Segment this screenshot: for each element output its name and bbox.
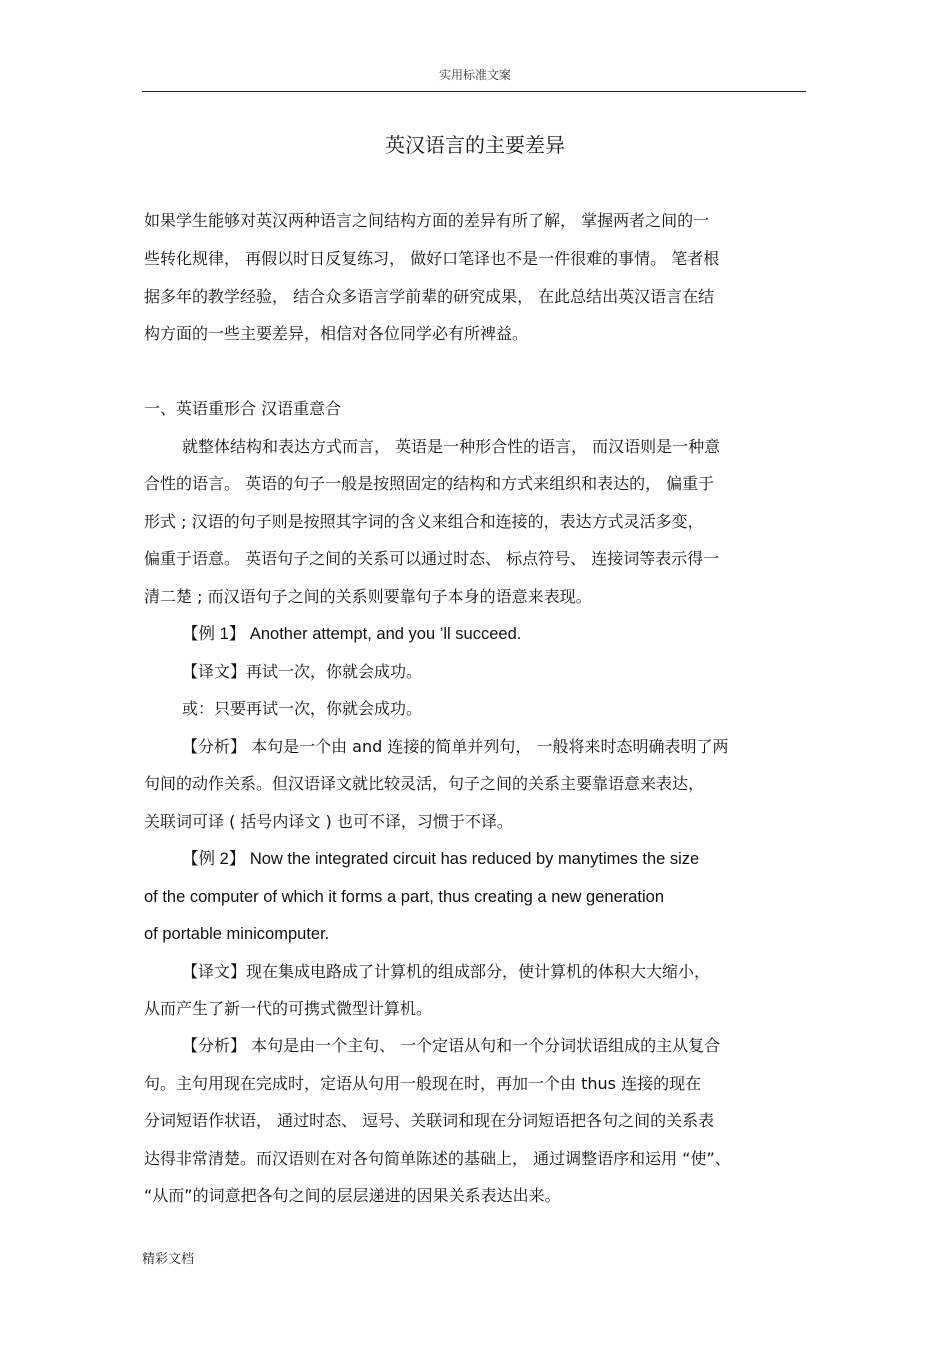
example2-analysis-line: 分词短语作状语， 通过时态、 逗号、关联词和现在分词短语把各句之间的关系表 bbox=[144, 1111, 715, 1130]
section-heading: 一、英语重形合 汉语重意合 bbox=[144, 399, 342, 418]
example1-alt-translation: 或：只要再试一次，你就会成功。 bbox=[182, 699, 423, 718]
section-para-line: 形式 ; 汉语的句子则是按照其字词的含义来组合和连接的，表达方式灵活多变， bbox=[144, 512, 704, 531]
example1-label: 【例 1】 Another attempt, and you ’ll succeed. bbox=[182, 625, 522, 643]
page-footer: 精彩文档 bbox=[142, 1252, 195, 1267]
example1-analysis-line: 关联词可译 ( 括号内译文 ) 也可不译，习惯于不译。 bbox=[144, 812, 513, 831]
example1-analysis-line: 【分析】 本句是一个由 and 连接的简单并列句， 一般将来时态明确表明了两 bbox=[182, 737, 729, 756]
section-para-line: 合性的语言。 英语的句子一般是按照固定的结构和方式来组织和表达的， 偏重于 bbox=[144, 474, 715, 493]
intro-line: 据多年的教学经验， 结合众多语言学前辈的研究成果， 在此总结出英汉语言在结 bbox=[144, 287, 715, 306]
example2-analysis-line: 达得非常清楚。而汉语则在对各句简单陈述的基础上， 通过调整语序和运用 “使”、 bbox=[144, 1149, 731, 1168]
intro-line: 构方面的一些主要差异，相信对各位同学必有所裨益。 bbox=[144, 324, 529, 343]
example2-translation-line: 【译文】现在集成电路成了计算机的组成部分，使计算机的体积大大缩小， bbox=[182, 962, 711, 981]
intro-line: 些转化规律， 再假以时日反复练习， 做好口笔译也不是一件很难的事情。 笔者根 bbox=[144, 249, 720, 268]
example2-english-line: of the computer of which it forms a part, thus creating a new generation bbox=[144, 888, 665, 906]
example2-analysis-line: 句。主句用现在完成时，定语从句用一般现在时，再加一个由 thus 连接的现在 bbox=[144, 1074, 702, 1093]
example2-analysis-line: “从而”的词意把各句之间的层层递进的因果关系表达出来。 bbox=[144, 1186, 561, 1205]
example2-translation-line: 从而产生了新一代的可携式微型计算机。 bbox=[144, 999, 433, 1018]
example2-label: 【例 2】 Now the integrated circuit has reduced by manytimes the size bbox=[182, 850, 700, 868]
example1-analysis-line: 句间的动作关系。但汉语译文就比较灵活，句子之间的关系主要靠语意来表达， bbox=[144, 774, 705, 793]
example1-translation: 【译文】再试一次，你就会成功。 bbox=[182, 662, 423, 681]
header-divider bbox=[142, 91, 806, 92]
section-para-line: 清二楚 ; 而汉语句子之间的关系则要靠句子本身的语意来表现。 bbox=[144, 587, 592, 606]
example2-analysis-line: 【分析】 本句是由一个主句、 一个定语从句和一个分词状语组成的主从复合 bbox=[182, 1036, 721, 1055]
intro-line: 如果学生能够对英汉两种语言之间结构方面的差异有所了解， 掌握两者之间的一 bbox=[144, 211, 710, 230]
document-title: 英汉语言的主要差异 bbox=[385, 133, 565, 157]
section-para-line: 偏重于语意。 英语句子之间的关系可以通过时态、 标点符号、 连接词等表示得一 bbox=[144, 549, 720, 568]
example2-english-line: of portable minicomputer. bbox=[144, 925, 330, 943]
section-para-line: 就整体结构和表达方式而言， 英语是一种形合性的语言， 而汉语则是一种意 bbox=[182, 437, 721, 456]
page-header: 实用标准文案 bbox=[438, 68, 511, 82]
